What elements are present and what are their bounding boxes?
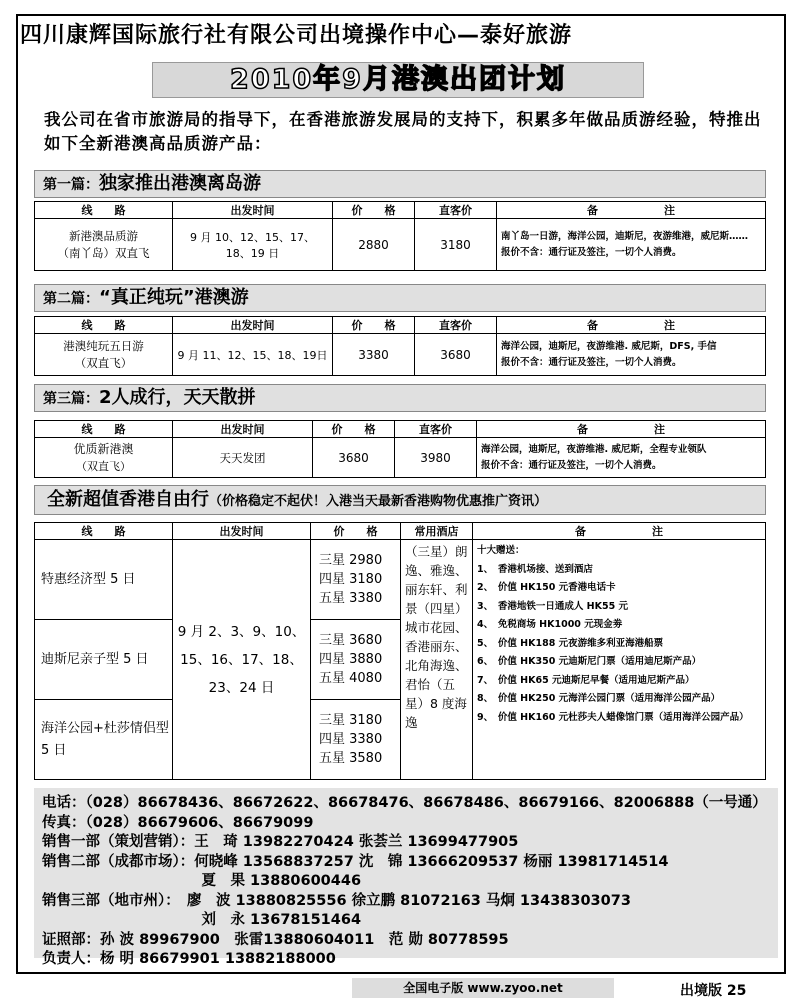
date-line: 23、24 日 (208, 679, 275, 696)
col-route: 线 路 (35, 523, 173, 540)
contact-line: 传真：（028）86679606、86679099 (42, 814, 314, 831)
contact-line: 电话：（028）86678436、86672622、86678476、86678486、86679166、82006888（一号通） (42, 795, 767, 811)
date-cell (173, 540, 311, 780)
footer-section (680, 980, 746, 1000)
note-cell (497, 219, 766, 271)
route-cell: 特惠经济型 5 日 (35, 540, 173, 620)
price-line: 五星 3580 (319, 751, 383, 766)
col-date: 出发时间 (173, 523, 311, 540)
price-cell: 2880 (333, 219, 415, 271)
table-row (35, 334, 766, 376)
price-cell: 3380 (333, 334, 415, 376)
gift-line: 4、 免税商场 HK1000 元现金劵 (477, 619, 623, 630)
page-number: 25 (726, 983, 747, 999)
date-cell: 9 月 11、12、15、18、19日 (173, 334, 333, 376)
price-line: 四星 3380 (319, 732, 383, 747)
contact-line: 证照部：孙 波 89967900 张雷13880604011 范 勋 80778595 (42, 931, 509, 948)
date-line: 9 月 2、3、9、10、 (177, 623, 306, 640)
col-price: 价 格 (313, 421, 395, 438)
section-1-title: 独家推出港澳离岛游 (99, 173, 261, 194)
price-cell: 3680 (313, 438, 395, 478)
contact-line: 刘 永 13678151464 (42, 912, 362, 928)
price-line: 三星 3180 (319, 713, 383, 728)
contact-line: 销售二部（成都市场）：何晓峰 13568837257 沈 锦 13666209537 杨丽 13981714514 (42, 853, 669, 870)
col-route: 线 路 (35, 421, 173, 438)
hotel-cell: （三星）朗逸、雅逸、丽东轩、利景（四星）城市花园、香港丽东、北角海逸、君怡（五星）8 度海逸 (401, 540, 473, 780)
col-date: 出发时间 (173, 421, 313, 438)
gift-line: 5、 价值 HK188 元夜游维多利亚海港船票 (477, 637, 664, 649)
price-line: 五星 4080 (319, 671, 383, 686)
col-price: 价 格 (311, 523, 401, 540)
col-price: 价 格 (333, 202, 415, 219)
section-2-table (34, 316, 766, 376)
col-note: 备 注 (497, 202, 766, 219)
route-name: 新港澳品质游 (69, 228, 138, 243)
col-direct: 直客价 (395, 421, 477, 438)
route-sub: （南丫岛）双直飞 (57, 245, 150, 260)
price-line: 四星 3180 (319, 572, 383, 587)
col-date: 出发时间 (173, 317, 333, 334)
table-header-row (35, 523, 766, 540)
section-1-table (34, 201, 766, 271)
col-note: 备 注 (477, 421, 766, 438)
price-cell (311, 620, 401, 700)
col-note: 备 注 (497, 317, 766, 334)
table-header-row (35, 317, 766, 334)
table-row (35, 540, 766, 620)
note-line: 海洋公园，迪斯尼，夜游维港. 威尼斯，全程专业领队 (481, 443, 707, 455)
route-name: 港澳纯玩五日游 (63, 338, 144, 353)
section-2-title: “真正纯玩”港澳游 (99, 287, 249, 308)
section-4-table (34, 522, 766, 780)
section-2-banner (34, 284, 766, 312)
price-line: 四星 3880 (319, 652, 383, 667)
intro-text: 我公司在省市旅游局的指导下，在香港旅游发展局的支持下，积累多年做品质游经验，特推出如下全新港澳高品质游产品： (44, 110, 762, 153)
note-line: 南丫岛一日游，海洋公园，迪斯尼，夜游维港，威尼斯…… (501, 230, 749, 242)
gift-line: 3、 香港地铁一日通成人 HK55 元 (477, 600, 629, 612)
contact-line: 销售一部（策划营销）：王 琦 13982270424 张荟兰 13699477905 (42, 834, 519, 850)
col-direct: 直客价 (415, 317, 497, 334)
price-cell (311, 700, 401, 780)
gift-line: 7、 价值 HK65 元迪斯尼早餐（适用迪尼斯产品） (477, 674, 695, 686)
footer-site: 全国电子版 www.zyoo.net (352, 978, 614, 998)
section-3-label: 第三篇： (43, 391, 99, 407)
gift-line: 6、 价值 HK350 元迪斯尼门票（适用迪尼斯产品） (477, 656, 702, 667)
plan-title: 2010年9月港澳出团计划 (152, 62, 644, 98)
table-header-row (35, 421, 766, 438)
gift-line: 十大赠送： (477, 545, 525, 556)
section-4-banner (34, 485, 766, 515)
col-hotel: 常用酒店 (401, 523, 473, 540)
table-row (35, 219, 766, 271)
note-line: 报价不含：通行证及签注，一切个人消费。 (501, 246, 682, 258)
price-cell (311, 540, 401, 620)
contact-line: 夏 果 13880600446 (42, 873, 362, 889)
gift-line: 2、 价值 HK150 元香港电话卡 (477, 582, 616, 593)
route-cell: 海洋公园+杜莎情侣型 5 日 (35, 700, 173, 780)
gift-line: 8、 价值 HK250 元海洋公园门票（适用海洋公园产品） (477, 693, 721, 704)
col-date: 出发时间 (173, 202, 333, 219)
col-route: 线 路 (35, 317, 173, 334)
direct-cell: 3180 (415, 219, 497, 271)
table-header-row (35, 202, 766, 219)
table-row (35, 438, 766, 478)
route-cell (35, 438, 173, 478)
direct-cell: 3980 (395, 438, 477, 478)
price-line: 五星 3380 (319, 591, 383, 606)
col-note: 备 注 (473, 523, 766, 540)
gift-line: 9、 价值 HK160 元杜莎夫人蜡像馆门票（适用海洋公园产品） (477, 711, 749, 723)
gift-cell (473, 540, 766, 780)
section-1-banner (34, 170, 766, 198)
date-cell: 9 月 10、12、15、17、18、19 日 (173, 219, 333, 271)
note-line: 海洋公园，迪斯尼，夜游维港. 威尼斯，DFS, 手信 (501, 340, 717, 352)
date-line: 15、16、17、18、 (180, 651, 303, 668)
gift-line: 1、 香港机场接、送到酒店 (477, 563, 593, 575)
price-line: 三星 2980 (319, 553, 383, 568)
note-line: 报价不含：通行证及签注，一切个人消费。 (501, 356, 682, 368)
route-name: 优质新港澳 (73, 441, 134, 456)
date-cell: 天天发团 (173, 438, 313, 478)
route-cell: 迪斯尼亲子型 5 日 (35, 620, 173, 700)
col-price: 价 格 (333, 317, 415, 334)
route-cell (35, 334, 173, 376)
contact-block (34, 788, 778, 967)
route-sub: （双直飞） (76, 459, 131, 473)
contact-line: 销售三部（地市州）： 廖 波 13880825556 徐立鹏 81072163 马炯 13438303073 (42, 892, 631, 909)
route-cell (35, 219, 173, 271)
note-cell (497, 334, 766, 376)
section-4-title: 全新超值香港自由行 (47, 489, 209, 510)
section-name: 出境版 (680, 983, 722, 999)
route-sub: （双直飞） (74, 355, 133, 370)
section-2-label: 第二篇： (43, 291, 99, 307)
section-3-table (34, 420, 766, 478)
direct-cell: 3680 (415, 334, 497, 376)
note-line: 报价不含：通行证及签注，一切个人消费。 (481, 459, 662, 471)
contact-line: 负责人：杨 明 86679901 13882188000 (42, 951, 336, 967)
price-line: 三星 3680 (319, 633, 383, 648)
col-direct: 直客价 (415, 202, 497, 219)
section-1-label: 第一篇： (43, 177, 99, 193)
section-3-banner (34, 384, 766, 412)
col-route: 线 路 (35, 202, 173, 219)
company-header: 四川康辉国际旅行社有限公司出境操作中心—泰好旅游 (20, 23, 573, 48)
section-4-subtitle: （价格稳定不起伏！入港当天最新香港购物优惠推广资讯） (209, 494, 548, 509)
section-3-title: 2人成行，天天散拼 (99, 387, 256, 408)
note-cell (477, 438, 766, 478)
